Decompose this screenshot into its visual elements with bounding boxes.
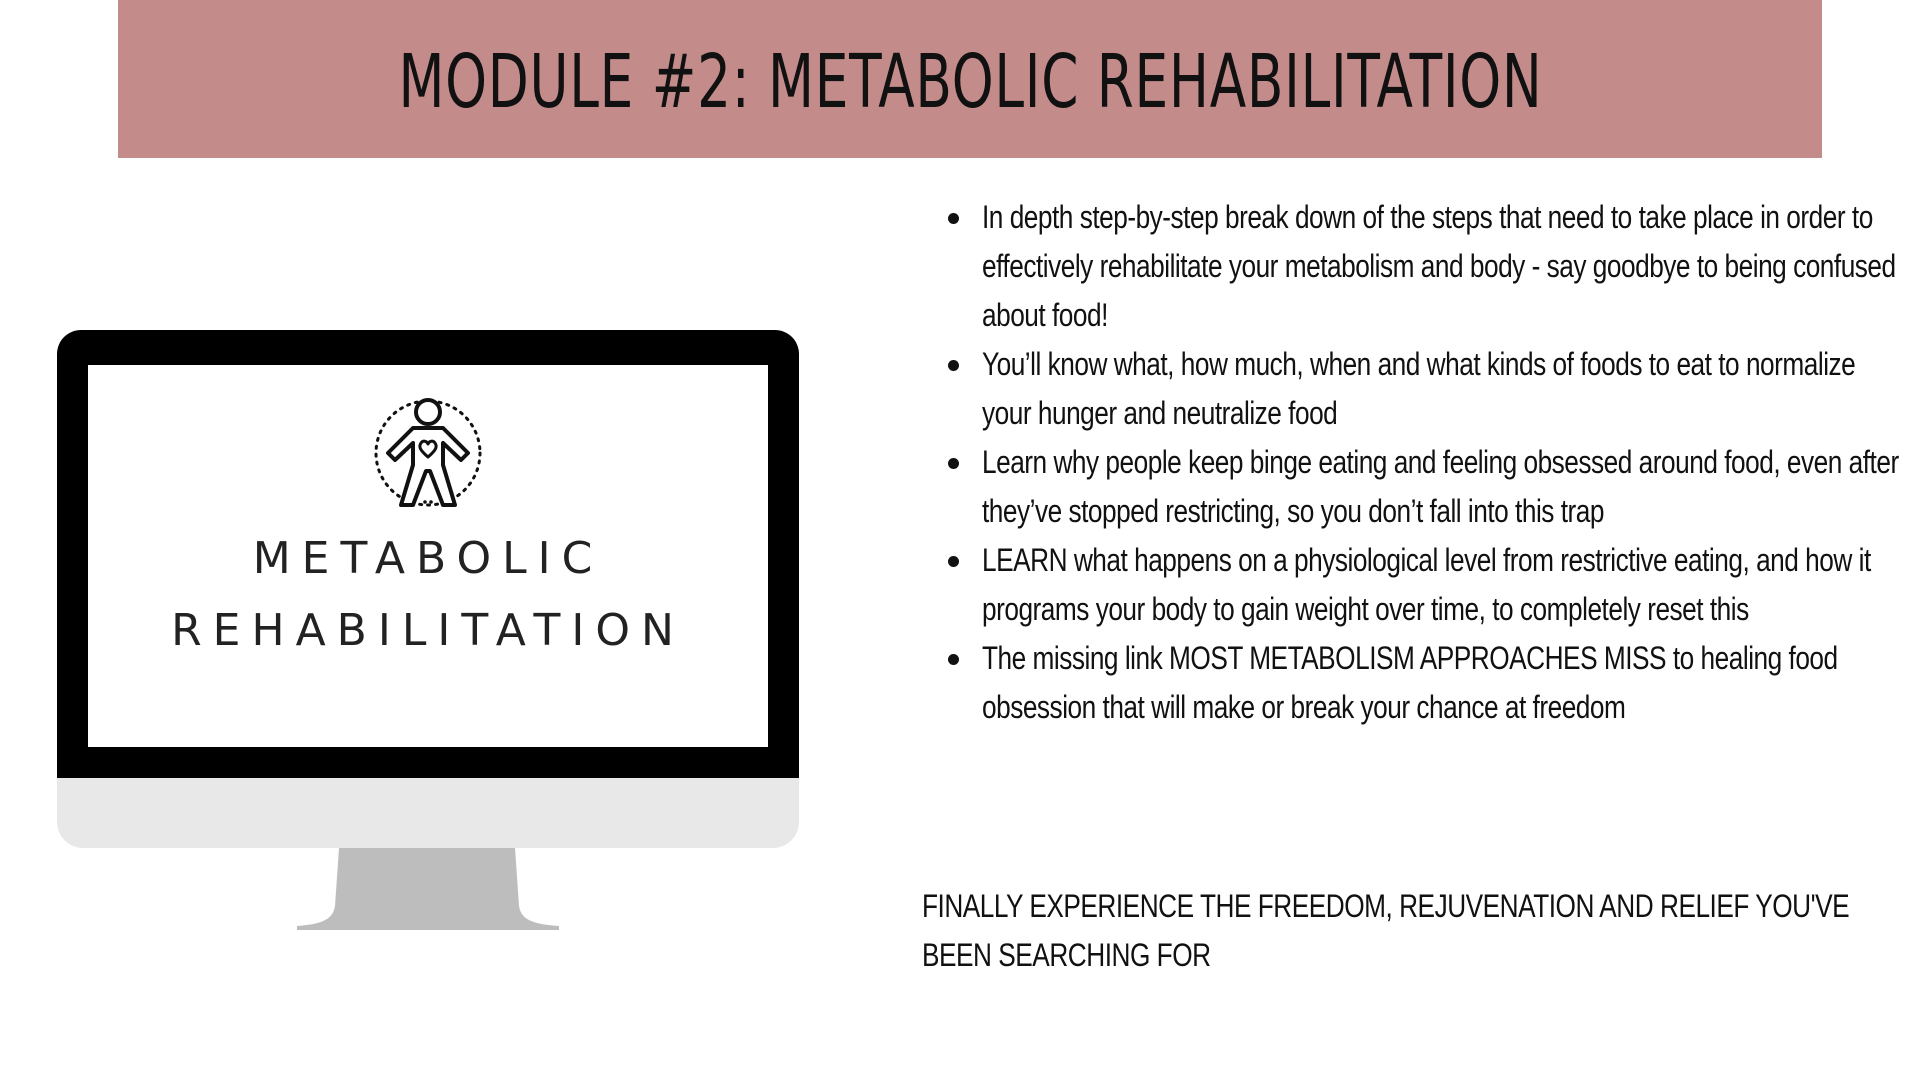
bullet-text: LEARN what happens on a physiological level from restrictive eating, and how it programs your body to gain weight over time, to completely reset this (982, 542, 1871, 627)
bullet-dot-icon (948, 458, 959, 469)
monitor-screen (88, 365, 768, 747)
screen-title-line-2: REHABILITATION (171, 605, 685, 656)
monitor-chin (57, 778, 799, 848)
page-title: MODULE #2: METABOLIC REHABILITATION (397, 39, 1543, 125)
list-item (940, 340, 1910, 438)
list-item (940, 536, 1910, 634)
person-heart-icon (373, 395, 483, 510)
monitor-stand (297, 848, 559, 930)
list-item (940, 634, 1910, 732)
bullet-dot-icon (948, 654, 959, 665)
monitor-illustration (57, 330, 799, 930)
bullet-text: The missing link MOST METABOLISM APPROACHES MISS to healing food obsession that will make or break your chance at freedom (982, 640, 1838, 725)
monitor-bezel (57, 330, 799, 778)
title-banner (118, 0, 1822, 158)
screen-title-line-1: METABOLIC (252, 533, 604, 584)
bullet-dot-icon (948, 360, 959, 371)
closing-text: FINALLY EXPERIENCE THE FREEDOM, REJUVENATION AND RELIEF YOU'VE BEEN SEARCHING FOR (922, 888, 1850, 973)
bullet-text: You’ll know what, how much, when and what kinds of foods to eat to normalize your hunger and neutralize food (982, 346, 1856, 431)
list-item (940, 438, 1910, 536)
closing-statement (922, 882, 1912, 980)
bullet-dot-icon (948, 213, 959, 224)
bullet-text: In depth step-by-step break down of the steps that need to take place in order to effectively rehabilitate your metabolism and body - say goodbye to being confused about food! (982, 199, 1896, 333)
bullet-dot-icon (948, 556, 959, 567)
list-item (940, 193, 1910, 340)
bullet-text: Learn why people keep binge eating and feeling obsessed around food, even after they’ve stopped restricting, so you don’t fall into this trap (982, 444, 1899, 529)
feature-bullet-list (940, 193, 1910, 732)
